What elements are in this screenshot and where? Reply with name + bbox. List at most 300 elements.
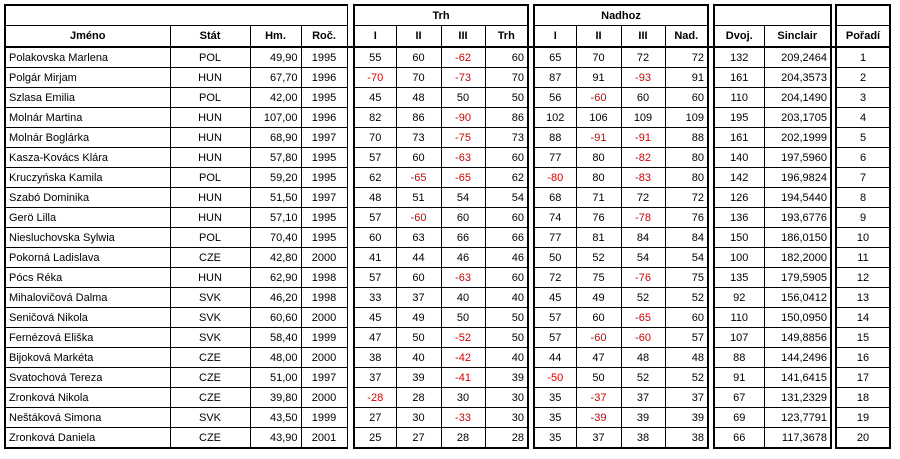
snatch-attempt-3: 50 — [441, 88, 485, 108]
snatch-attempt-3: -63 — [441, 148, 485, 168]
rank: 4 — [836, 108, 890, 128]
column-gap — [347, 168, 354, 188]
col-header-weight: Hm. — [250, 26, 301, 48]
snatch-best: 40 — [485, 288, 528, 308]
body-weight: 51,00 — [250, 368, 301, 388]
rank: 12 — [836, 268, 890, 288]
table-row — [5, 148, 890, 168]
table-row — [5, 328, 890, 348]
col-header-year: Roč. — [301, 26, 347, 48]
cj-attempt-2: 50 — [576, 368, 621, 388]
snatch-attempt-3: -65 — [441, 168, 485, 188]
body-weight: 62,90 — [250, 268, 301, 288]
cj-best: 88 — [665, 128, 708, 148]
total-lifted: 110 — [714, 88, 764, 108]
birth-year: 1997 — [301, 128, 347, 148]
snatch-attempt-1: 37 — [354, 368, 396, 388]
snatch-attempt-2: 49 — [396, 308, 441, 328]
birth-year: 1998 — [301, 268, 347, 288]
col-header-rank: Pořadí — [836, 26, 890, 48]
total-lifted: 142 — [714, 168, 764, 188]
cj-attempt-3: 72 — [621, 188, 665, 208]
table-row — [5, 268, 890, 288]
cj-attempt-1: 88 — [534, 128, 576, 148]
birth-year: 2000 — [301, 348, 347, 368]
rank: 9 — [836, 208, 890, 228]
body-weight: 57,80 — [250, 148, 301, 168]
snatch-attempt-1: -28 — [354, 388, 396, 408]
country-code: CZE — [170, 428, 250, 449]
body-weight: 42,80 — [250, 248, 301, 268]
snatch-attempt-3: -33 — [441, 408, 485, 428]
cj-best: 48 — [665, 348, 708, 368]
snatch-attempt-3: 30 — [441, 388, 485, 408]
rank: 8 — [836, 188, 890, 208]
table-row — [5, 248, 890, 268]
rank: 7 — [836, 168, 890, 188]
cj-attempt-3: 109 — [621, 108, 665, 128]
birth-year: 1997 — [301, 368, 347, 388]
country-code: SVK — [170, 408, 250, 428]
cj-attempt-3: 84 — [621, 228, 665, 248]
sinclair-score: 131,2329 — [764, 388, 831, 408]
birth-year: 1997 — [301, 188, 347, 208]
cj-attempt-1: 56 — [534, 88, 576, 108]
rank: 19 — [836, 408, 890, 428]
snatch-attempt-1: 57 — [354, 148, 396, 168]
sinclair-score: 202,1999 — [764, 128, 831, 148]
cj-attempt-1: 87 — [534, 68, 576, 88]
cj-attempt-3: -82 — [621, 148, 665, 168]
total-lifted: 91 — [714, 368, 764, 388]
body-weight: 43,90 — [250, 428, 301, 449]
snatch-attempt-2: 60 — [396, 148, 441, 168]
snatch-best: 50 — [485, 88, 528, 108]
column-gap — [347, 308, 354, 328]
sinclair-score: 141,6415 — [764, 368, 831, 388]
athlete-name: Szabó Dominika — [5, 188, 170, 208]
cj-attempt-2: 37 — [576, 428, 621, 449]
country-code: SVK — [170, 288, 250, 308]
sinclair-score: 204,1490 — [764, 88, 831, 108]
sinclair-score: 182,2000 — [764, 248, 831, 268]
cj-attempt-1: 45 — [534, 288, 576, 308]
birth-year: 1995 — [301, 148, 347, 168]
col-header-country: Stát — [170, 26, 250, 48]
cj-attempt-1: 35 — [534, 428, 576, 449]
snatch-attempt-3: -41 — [441, 368, 485, 388]
col-header-snatch-1: I — [354, 26, 396, 48]
snatch-attempt-1: 27 — [354, 408, 396, 428]
column-gap — [347, 148, 354, 168]
total-lifted: 107 — [714, 328, 764, 348]
snatch-best: 40 — [485, 348, 528, 368]
body-weight: 48,00 — [250, 348, 301, 368]
snatch-attempt-1: 55 — [354, 47, 396, 68]
cj-attempt-2: -91 — [576, 128, 621, 148]
table-row — [5, 128, 890, 148]
athlete-name: Bijoková Markéta — [5, 348, 170, 368]
country-code: HUN — [170, 68, 250, 88]
birth-year: 2000 — [301, 388, 347, 408]
snatch-best: 86 — [485, 108, 528, 128]
table-row — [5, 228, 890, 248]
cj-best: 109 — [665, 108, 708, 128]
sinclair-score: 144,2496 — [764, 348, 831, 368]
table-row — [5, 88, 890, 108]
athlete-name: Mihalovičová Dalma — [5, 288, 170, 308]
rank: 3 — [836, 88, 890, 108]
column-gap — [347, 408, 354, 428]
total-lifted: 135 — [714, 268, 764, 288]
country-code: POL — [170, 47, 250, 68]
snatch-best: 50 — [485, 328, 528, 348]
rank: 1 — [836, 47, 890, 68]
column-gap — [347, 348, 354, 368]
snatch-best: 60 — [485, 268, 528, 288]
header-row-columns — [5, 26, 890, 48]
cj-attempt-3: 37 — [621, 388, 665, 408]
birth-year: 2000 — [301, 248, 347, 268]
cj-attempt-1: 77 — [534, 228, 576, 248]
col-header-name: Jméno — [5, 26, 170, 48]
snatch-attempt-2: 40 — [396, 348, 441, 368]
cj-attempt-3: 72 — [621, 47, 665, 68]
sinclair-score: 149,8856 — [764, 328, 831, 348]
rank: 18 — [836, 388, 890, 408]
snatch-attempt-2: -60 — [396, 208, 441, 228]
snatch-best: 46 — [485, 248, 528, 268]
snatch-best: 50 — [485, 308, 528, 328]
snatch-best: 39 — [485, 368, 528, 388]
column-gap — [347, 47, 354, 68]
column-gap — [347, 128, 354, 148]
birth-year: 1999 — [301, 408, 347, 428]
total-lifted: 132 — [714, 47, 764, 68]
snatch-attempt-1: 48 — [354, 188, 396, 208]
athlete-name: Fernézová Eliška — [5, 328, 170, 348]
cj-best: 91 — [665, 68, 708, 88]
athlete-name: Polakovska Marlena — [5, 47, 170, 68]
snatch-attempt-1: 33 — [354, 288, 396, 308]
snatch-best: 30 — [485, 388, 528, 408]
snatch-best: 30 — [485, 408, 528, 428]
cj-attempt-1: 57 — [534, 328, 576, 348]
cj-attempt-2: 75 — [576, 268, 621, 288]
cj-attempt-1: 50 — [534, 248, 576, 268]
clean-jerk-group-header: Nadhoz — [534, 5, 708, 26]
snatch-attempt-2: 63 — [396, 228, 441, 248]
col-header-total: Dvoj. — [714, 26, 764, 48]
cj-attempt-2: 71 — [576, 188, 621, 208]
snatch-attempt-2: 51 — [396, 188, 441, 208]
snatch-attempt-3: 54 — [441, 188, 485, 208]
body-weight: 107,00 — [250, 108, 301, 128]
sinclair-score: 204,3573 — [764, 68, 831, 88]
total-lifted: 161 — [714, 128, 764, 148]
header-row-groups — [5, 5, 890, 26]
athlete-name: Gerö Lilla — [5, 208, 170, 228]
column-gap — [347, 328, 354, 348]
results-table — [4, 4, 891, 449]
cj-best: 38 — [665, 428, 708, 449]
cj-attempt-3: 52 — [621, 368, 665, 388]
athlete-name: Svatochová Tereza — [5, 368, 170, 388]
birth-year: 1995 — [301, 47, 347, 68]
rank: 10 — [836, 228, 890, 248]
cj-attempt-1: 77 — [534, 148, 576, 168]
body-weight: 68,90 — [250, 128, 301, 148]
total-lifted: 136 — [714, 208, 764, 228]
column-gap — [347, 368, 354, 388]
sinclair-score: 179,5905 — [764, 268, 831, 288]
col-header-snatch-2: II — [396, 26, 441, 48]
athlete-name: Pócs Réka — [5, 268, 170, 288]
rank: 14 — [836, 308, 890, 328]
column-gap — [347, 288, 354, 308]
snatch-attempt-2: 28 — [396, 388, 441, 408]
total-lifted: 161 — [714, 68, 764, 88]
birth-year: 1995 — [301, 88, 347, 108]
snatch-attempt-1: 45 — [354, 308, 396, 328]
athlete-name: Polgár Mirjam — [5, 68, 170, 88]
body-weight: 51,50 — [250, 188, 301, 208]
table-row — [5, 408, 890, 428]
snatch-attempt-2: 70 — [396, 68, 441, 88]
cj-best: 80 — [665, 168, 708, 188]
athlete-name: Neštáková Simona — [5, 408, 170, 428]
table-row — [5, 308, 890, 328]
cj-attempt-2: 52 — [576, 248, 621, 268]
rank: 17 — [836, 368, 890, 388]
snatch-best: 70 — [485, 68, 528, 88]
cj-attempt-2: -60 — [576, 328, 621, 348]
snatch-attempt-3: 50 — [441, 308, 485, 328]
total-lifted: 126 — [714, 188, 764, 208]
cj-attempt-2: 106 — [576, 108, 621, 128]
sinclair-score: 209,2464 — [764, 47, 831, 68]
snatch-attempt-1: 38 — [354, 348, 396, 368]
total-lifted: 92 — [714, 288, 764, 308]
cj-best: 39 — [665, 408, 708, 428]
table-row — [5, 368, 890, 388]
country-code: POL — [170, 228, 250, 248]
snatch-attempt-2: 86 — [396, 108, 441, 128]
body-weight: 58,40 — [250, 328, 301, 348]
snatch-attempt-1: 25 — [354, 428, 396, 449]
snatch-attempt-2: 50 — [396, 328, 441, 348]
cj-best: 80 — [665, 148, 708, 168]
column-gap — [347, 188, 354, 208]
cj-attempt-3: 60 — [621, 88, 665, 108]
birth-year: 2000 — [301, 308, 347, 328]
cj-attempt-2: 70 — [576, 47, 621, 68]
table-row — [5, 188, 890, 208]
cj-attempt-3: -65 — [621, 308, 665, 328]
cj-attempt-1: 74 — [534, 208, 576, 228]
cj-attempt-2: 47 — [576, 348, 621, 368]
birth-year: 1998 — [301, 288, 347, 308]
snatch-attempt-3: -63 — [441, 268, 485, 288]
snatch-attempt-3: -73 — [441, 68, 485, 88]
snatch-attempt-1: 70 — [354, 128, 396, 148]
snatch-attempt-3: -42 — [441, 348, 485, 368]
cj-best: 52 — [665, 288, 708, 308]
cj-attempt-1: 35 — [534, 408, 576, 428]
cj-attempt-3: 38 — [621, 428, 665, 449]
cj-attempt-1: 57 — [534, 308, 576, 328]
cj-best: 75 — [665, 268, 708, 288]
snatch-attempt-3: 40 — [441, 288, 485, 308]
col-header-snatch-best: Trh — [485, 26, 528, 48]
cj-attempt-2: 81 — [576, 228, 621, 248]
snatch-attempt-2: 60 — [396, 47, 441, 68]
body-weight: 70,40 — [250, 228, 301, 248]
snatch-attempt-2: 73 — [396, 128, 441, 148]
table-row — [5, 208, 890, 228]
rank: 6 — [836, 148, 890, 168]
cj-attempt-3: 52 — [621, 288, 665, 308]
athlete-name: Niesluchovska Sylwia — [5, 228, 170, 248]
snatch-attempt-1: 82 — [354, 108, 396, 128]
cj-attempt-2: 60 — [576, 308, 621, 328]
country-code: HUN — [170, 188, 250, 208]
country-code: SVK — [170, 328, 250, 348]
column-gap — [347, 228, 354, 248]
cj-attempt-1: 72 — [534, 268, 576, 288]
country-code: CZE — [170, 368, 250, 388]
snatch-best: 73 — [485, 128, 528, 148]
col-header-cj-best: Nad. — [665, 26, 708, 48]
cj-attempt-1: -50 — [534, 368, 576, 388]
cj-attempt-1: 102 — [534, 108, 576, 128]
rank: 2 — [836, 68, 890, 88]
snatch-attempt-2: 30 — [396, 408, 441, 428]
birth-year: 1995 — [301, 228, 347, 248]
snatch-attempt-1: 57 — [354, 268, 396, 288]
cj-attempt-1: 68 — [534, 188, 576, 208]
total-lifted: 88 — [714, 348, 764, 368]
snatch-attempt-1: -70 — [354, 68, 396, 88]
body-weight: 43,50 — [250, 408, 301, 428]
table-row — [5, 168, 890, 188]
cj-best: 72 — [665, 188, 708, 208]
snatch-attempt-2: 37 — [396, 288, 441, 308]
cj-best: 60 — [665, 308, 708, 328]
body-weight: 46,20 — [250, 288, 301, 308]
cj-best: 72 — [665, 47, 708, 68]
country-code: CZE — [170, 248, 250, 268]
sinclair-score: 196,9824 — [764, 168, 831, 188]
birth-year: 1996 — [301, 68, 347, 88]
snatch-attempt-1: 41 — [354, 248, 396, 268]
total-lifted: 140 — [714, 148, 764, 168]
snatch-best: 60 — [485, 47, 528, 68]
snatch-attempt-2: 48 — [396, 88, 441, 108]
cj-attempt-3: -60 — [621, 328, 665, 348]
snatch-best: 54 — [485, 188, 528, 208]
total-lifted: 69 — [714, 408, 764, 428]
snatch-attempt-3: 46 — [441, 248, 485, 268]
country-code: CZE — [170, 388, 250, 408]
snatch-attempt-1: 47 — [354, 328, 396, 348]
total-lifted: 66 — [714, 428, 764, 449]
sinclair-score: 203,1705 — [764, 108, 831, 128]
body-weight: 60,60 — [250, 308, 301, 328]
rank: 13 — [836, 288, 890, 308]
cj-attempt-3: 39 — [621, 408, 665, 428]
rank: 20 — [836, 428, 890, 449]
total-lifted: 67 — [714, 388, 764, 408]
country-code: HUN — [170, 268, 250, 288]
table-row — [5, 47, 890, 68]
total-lifted: 100 — [714, 248, 764, 268]
sinclair-score: 117,3678 — [764, 428, 831, 449]
body-weight: 59,20 — [250, 168, 301, 188]
sinclair-score: 123,7791 — [764, 408, 831, 428]
column-gap — [347, 248, 354, 268]
sinclair-score: 194,5440 — [764, 188, 831, 208]
rank: 16 — [836, 348, 890, 368]
snatch-best: 60 — [485, 148, 528, 168]
athlete-name: Molnár Martina — [5, 108, 170, 128]
snatch-attempt-3: 60 — [441, 208, 485, 228]
snatch-attempt-2: 44 — [396, 248, 441, 268]
cj-best: 76 — [665, 208, 708, 228]
cj-best: 60 — [665, 88, 708, 108]
cj-best: 37 — [665, 388, 708, 408]
cj-attempt-2: 80 — [576, 148, 621, 168]
country-code: HUN — [170, 108, 250, 128]
column-gap — [347, 268, 354, 288]
snatch-attempt-2: 39 — [396, 368, 441, 388]
col-header-snatch-3: III — [441, 26, 485, 48]
cj-attempt-1: 35 — [534, 388, 576, 408]
athlete-name: Zronková Daniela — [5, 428, 170, 449]
body-weight: 42,00 — [250, 88, 301, 108]
col-header-cj-2: II — [576, 26, 621, 48]
total-lifted: 195 — [714, 108, 764, 128]
column-gap — [347, 88, 354, 108]
body-weight: 39,80 — [250, 388, 301, 408]
snatch-attempt-1: 60 — [354, 228, 396, 248]
cj-best: 57 — [665, 328, 708, 348]
sinclair-score: 186,0150 — [764, 228, 831, 248]
body-weight: 49,90 — [250, 47, 301, 68]
birth-year: 1995 — [301, 208, 347, 228]
athlete-name: Szlasa Emilia — [5, 88, 170, 108]
table-row — [5, 428, 890, 449]
column-gap — [347, 388, 354, 408]
col-header-sinclair: Sinclair — [764, 26, 831, 48]
column-gap — [347, 108, 354, 128]
sinclair-score: 197,5960 — [764, 148, 831, 168]
athlete-name: Kruczyńska Kamila — [5, 168, 170, 188]
snatch-attempt-1: 57 — [354, 208, 396, 228]
athlete-name: Seničová Nikola — [5, 308, 170, 328]
rank: 15 — [836, 328, 890, 348]
cj-attempt-1: 44 — [534, 348, 576, 368]
snatch-attempt-1: 45 — [354, 88, 396, 108]
column-gap — [347, 428, 354, 449]
cj-best: 52 — [665, 368, 708, 388]
table-row — [5, 108, 890, 128]
athlete-name: Pokorná Ladislava — [5, 248, 170, 268]
birth-year: 1995 — [301, 168, 347, 188]
snatch-group-header: Trh — [354, 5, 528, 26]
snatch-best: 60 — [485, 208, 528, 228]
snatch-attempt-3: -75 — [441, 128, 485, 148]
